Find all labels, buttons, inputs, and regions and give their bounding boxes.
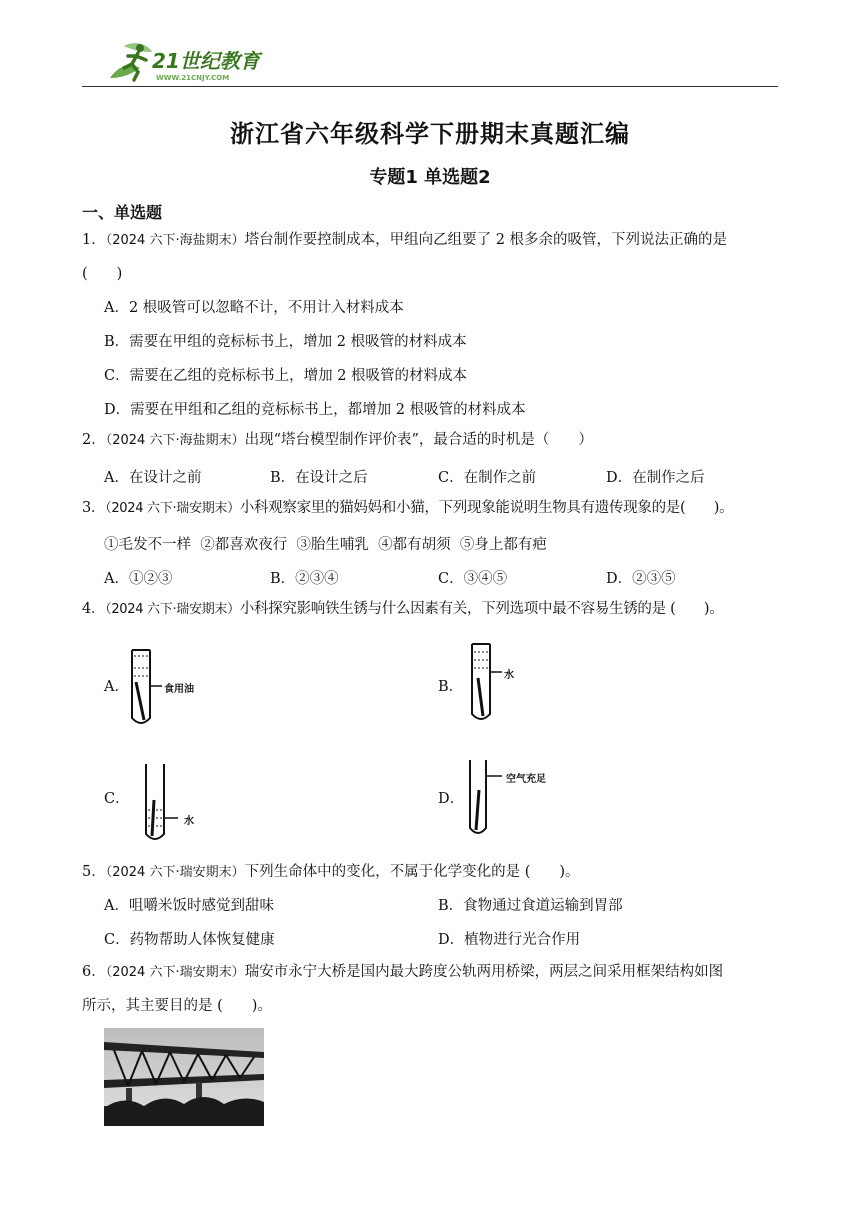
question-3-option-b: B．②③④ [270, 571, 339, 587]
question-4-option-d-letter: D． [438, 791, 465, 807]
question-4-option-a-letter: A． [104, 679, 129, 695]
header-divider [82, 86, 778, 87]
question-5-option-b: B．食物通过食道运输到胃部 [438, 898, 623, 914]
question-4-stem: 4．（2024 六下·瑞安期末）小科探究影响铁生锈与什么因素有关，下列选项中最不容易生锈的是 ( )。 [82, 601, 724, 617]
question-3-stem: 3．（2024 六下·瑞安期末）小科观察家里的猫妈妈和小猫，下列现象能说明生物具有遗传现象的是( )。 [82, 500, 734, 516]
test-tube-water-figure [466, 640, 526, 730]
water-label-b: 水 [504, 670, 514, 681]
question-3-option-a: A．①②③ [104, 571, 173, 587]
oil-label: 食用油 [164, 684, 194, 695]
question-1-option-c: C．需要在乙组的竞标标书上，增加 2 根吸管的材料成本 [104, 368, 468, 384]
document-title: 浙江省六年级科学下册期末真题汇编 [230, 119, 630, 148]
question-1-stem: 1．（2024 六下·海盐期末）塔台制作要控制成本，甲组向乙组要了 2 根多余的吸管，下列说法正确的是 [82, 232, 728, 248]
question-3-option-d: D．②③⑤ [606, 571, 676, 587]
question-2-stem: 2．（2024 六下·海盐期末）出现“塔台模型制作评价表”，最合适的时机是（ ） [82, 432, 593, 448]
question-5-option-c: C．药物帮助人体恢复健康 [104, 932, 275, 948]
air-label: 空气充足 [506, 774, 546, 785]
svg-text:WWW.21CNJY.COM: WWW.21CNJY.COM [156, 74, 230, 82]
water-label-c: 水 [184, 816, 194, 827]
question-4-option-b-letter: B． [438, 679, 464, 695]
section-heading: 一、单选题 [82, 203, 163, 222]
svg-text:21世纪教育: 21世纪教育 [152, 49, 260, 73]
question-1-stem-cont: ( ) [82, 266, 123, 282]
question-2-option-c: C．在制作之前 [438, 470, 537, 486]
question-1-option-d: D．需要在甲组和乙组的竞标标书上，都增加 2 根吸管的材料成本 [104, 402, 526, 418]
runner-logo-icon [104, 38, 274, 86]
question-3-option-c: C．③④⑤ [438, 571, 508, 587]
question-2-option-a: A．在设计之前 [104, 470, 202, 486]
question-5-option-a: A．咀嚼米饭时感觉到甜味 [104, 898, 274, 914]
test-tube-water-bottom-figure [140, 760, 200, 850]
document-subtitle: 专题1 单选题2 [369, 167, 491, 188]
question-6-stem-cont: 所示，其主要目的是 ( )。 [82, 998, 272, 1014]
question-5-stem: 5．（2024 六下·瑞安期末）下列生命体中的变化，不属于化学变化的是 ( )。 [82, 864, 580, 880]
question-3-items: ①毛发不一样 ②都喜欢夜行 ③胎生哺乳 ④都有胡须 ⑤身上都有疤 [104, 537, 547, 553]
question-5-option-d: D．植物进行光合作用 [438, 932, 581, 948]
question-1-option-a: A．2 根吸管可以忽略不计，不用计入材料成本 [104, 300, 404, 316]
question-1-option-b: B．需要在甲组的竞标标书上，增加 2 根吸管的材料成本 [104, 334, 467, 350]
site-logo [104, 38, 274, 86]
question-6-stem: 6．（2024 六下·瑞安期末）瑞安市永宁大桥是国内最大跨度公轨两用桥梁，两层之间采用框架结构如图 [82, 964, 724, 980]
question-4-option-c-letter: C． [104, 791, 130, 807]
bridge-photo [104, 1028, 264, 1126]
question-2-option-d: D．在制作之后 [606, 470, 705, 486]
question-2-option-b: B．在设计之后 [270, 470, 368, 486]
